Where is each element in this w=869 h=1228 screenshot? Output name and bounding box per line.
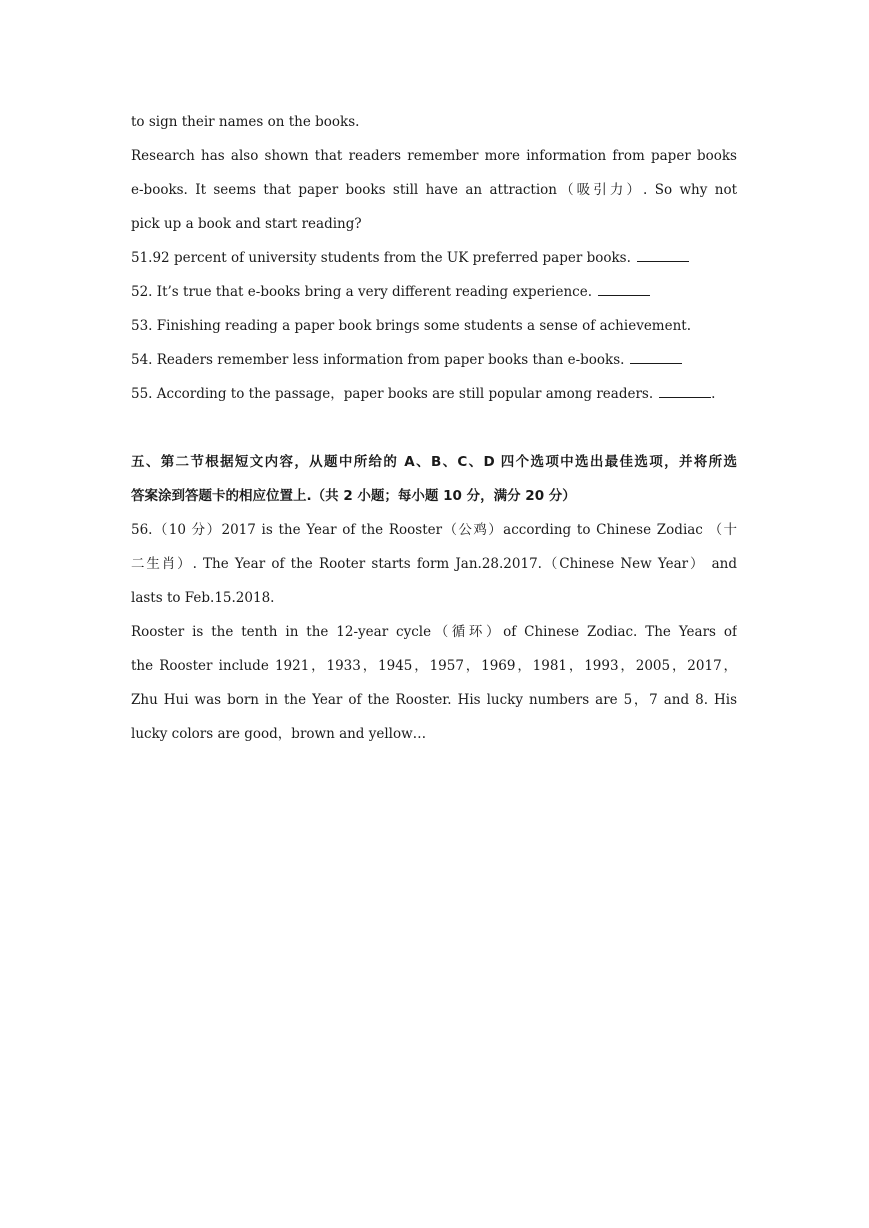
passage-line-2: Research has also shown that readers remember more information from paper books [131, 148, 737, 164]
section-heading-line-2: 答案涂到答题卡的相应位置上.（共 2 小题；每小题 10 分，满分 20 分） [131, 488, 576, 504]
document-page [131, 105, 737, 751]
answer-blank-54[interactable] [630, 347, 682, 364]
statement-53-text: 53. Finishing reading a paper book brings some students a sense of achievement. [131, 318, 692, 334]
statement-51-text: 51.92 percent of university students from the UK preferred paper books. [131, 250, 631, 266]
section-spacer [131, 411, 737, 445]
statement-55-text: 55. According to the passage，paper books are still popular among readers. [131, 386, 654, 402]
statement-53 [131, 309, 737, 343]
question-56-line-4: Rooster is the tenth in the 12‑year cycle（循环）of Chinese Zodiac. The Years of [131, 624, 737, 640]
passage-line-1: to sign their names on the books. [131, 114, 360, 130]
question-56-line-1: 56.（10 分）2017 is the Year of the Rooster（公鸡）according to Chinese Zodiac （十 [131, 522, 737, 538]
statement-54-text: 54. Readers remember less information from paper books than e‑books. [131, 352, 625, 368]
question-56-line-3: lasts to Feb.15.2018. [131, 590, 275, 606]
question-56-line-5: the Rooster include 1921，1933，1945，1957，1969，1981，1993，2005，2017， [131, 658, 737, 674]
passage-line-4: pick up a book and start reading? [131, 216, 362, 232]
statement-52-text: 52. It’s true that e‑books bring a very different reading experience. [131, 284, 592, 300]
statement-54 [131, 343, 737, 377]
statement-55 [131, 377, 737, 411]
question-56-line-2: 二生肖）. The Year of the Rooter starts form Jan.28.2017.（Chinese New Year） and [131, 556, 737, 572]
question-56-line-6: Zhu Hui was born in the Year of the Rooster. His lucky numbers are 5，7 and 8. His [131, 692, 737, 708]
answer-blank-51[interactable] [637, 245, 689, 262]
answer-blank-55[interactable] [659, 381, 711, 398]
statement-52 [131, 275, 737, 309]
statement-55-suffix: . [711, 386, 716, 402]
answer-blank-52[interactable] [598, 279, 650, 296]
section-heading-line-1: 五、第二节根据短文内容，从题中所给的 A、B、C、D 四个选项中选出最佳选项，并将所选 [131, 454, 737, 470]
question-56-line-7: lucky colors are good，brown and yellow… [131, 726, 427, 742]
passage-line-3: e‑books. It seems that paper books still have an attraction（吸引力）. So why not [131, 182, 737, 198]
statement-51 [131, 241, 737, 275]
